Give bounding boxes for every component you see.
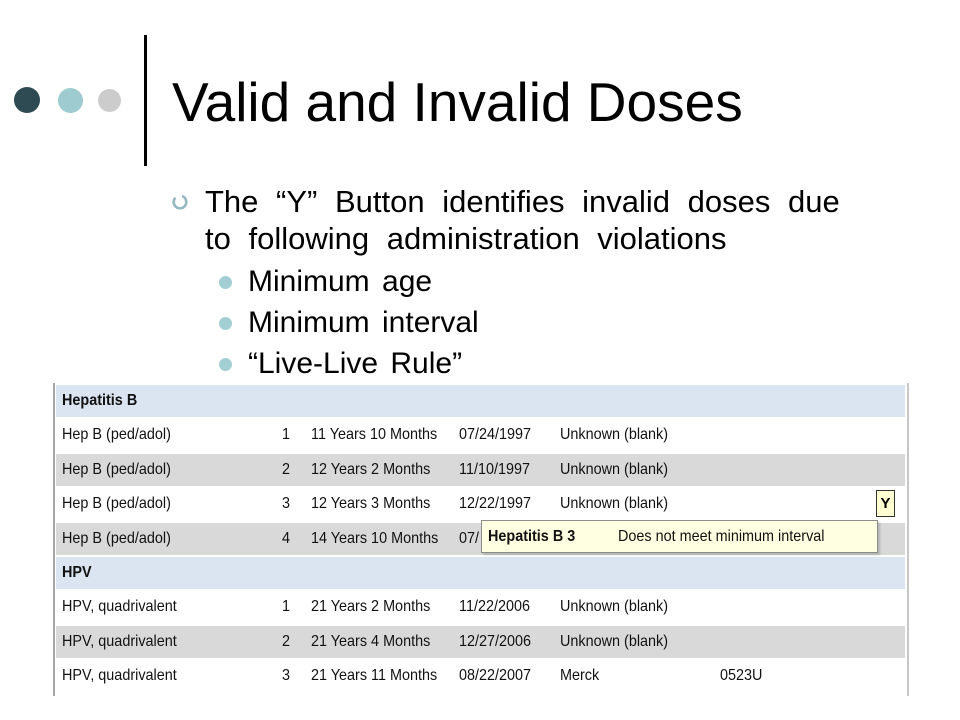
vaccine-cell: Hep B (ped/adol) bbox=[62, 426, 171, 443]
date-cell: 11/10/1997 bbox=[459, 461, 531, 478]
dose-number-cell: 1 bbox=[282, 426, 291, 443]
age-cell: 14 Years 10 Months bbox=[311, 530, 439, 547]
slide-title: Valid and Invalid Doses bbox=[172, 71, 743, 133]
vaccine-cell: Hep B (ped/adol) bbox=[62, 530, 171, 547]
dose-number-cell: 3 bbox=[282, 667, 291, 684]
dark-teal-dot-icon bbox=[14, 87, 40, 113]
age-cell: 21 Years 2 Months bbox=[311, 598, 431, 615]
age-cell: 21 Years 11 Months bbox=[311, 667, 438, 684]
dose-number-cell: 2 bbox=[282, 461, 291, 478]
sub-bullet-text: Minimum interval bbox=[248, 306, 479, 339]
table-row bbox=[56, 591, 905, 623]
main-bullet-line-2: to following administration violations bbox=[205, 221, 727, 256]
sub-bullet-text: Minimum age bbox=[248, 265, 433, 298]
screenshot-right-border bbox=[907, 383, 909, 696]
date-cell: 07/ bbox=[459, 530, 480, 547]
sub-bullet-item bbox=[219, 347, 519, 381]
sub-bullet-text: “Live-Live Rule” bbox=[248, 347, 463, 380]
table-row bbox=[56, 626, 905, 658]
manufacturer-cell: Unknown (blank) bbox=[560, 598, 669, 615]
invalid-dose-tooltip bbox=[481, 520, 878, 553]
immunization-table bbox=[56, 385, 905, 695]
sub-bullet-dot-icon bbox=[219, 358, 232, 371]
sub-bullet-dot-icon bbox=[219, 276, 232, 289]
title-divider-line bbox=[144, 35, 147, 166]
sub-bullet-item bbox=[219, 306, 519, 340]
immunization-history-screenshot bbox=[50, 383, 912, 696]
main-bullet-line-1: The “Y” Button identifies invalid doses due bbox=[205, 184, 840, 219]
date-cell: 12/27/2006 bbox=[459, 633, 532, 650]
sub-bullet-dot-icon bbox=[219, 317, 232, 330]
vaccine-cell: HPV, quadrivalent bbox=[62, 633, 177, 650]
lot-number-cell: 0523U bbox=[720, 667, 763, 684]
manufacturer-cell: Unknown (blank) bbox=[560, 633, 669, 650]
age-cell: 12 Years 2 Months bbox=[311, 461, 431, 478]
tooltip-title: Hepatitis B 3 bbox=[488, 528, 576, 545]
age-cell: 12 Years 3 Months bbox=[311, 495, 431, 512]
group-header-hepatitis-b bbox=[56, 385, 905, 417]
gray-dot-icon bbox=[98, 89, 121, 112]
vaccine-cell: Hep B (ped/adol) bbox=[62, 495, 171, 512]
dose-number-cell: 4 bbox=[282, 530, 291, 547]
group-header-label: Hepatitis B bbox=[62, 392, 138, 409]
tooltip-message: Does not meet minimum interval bbox=[618, 528, 825, 545]
vaccine-cell: HPV, quadrivalent bbox=[62, 667, 177, 684]
vaccine-cell: Hep B (ped/adol) bbox=[62, 461, 171, 478]
group-header-label: HPV bbox=[62, 564, 92, 581]
ring-bullet-icon bbox=[171, 193, 189, 211]
date-cell: 12/22/1997 bbox=[459, 495, 532, 512]
sub-bullet-item bbox=[219, 265, 519, 299]
dose-number-cell: 2 bbox=[282, 633, 291, 650]
manufacturer-cell: Unknown (blank) bbox=[560, 426, 669, 443]
date-cell: 07/24/1997 bbox=[459, 426, 532, 443]
table-row bbox=[56, 454, 905, 486]
table-row bbox=[56, 419, 905, 451]
dose-number-cell: 1 bbox=[282, 598, 291, 615]
manufacturer-cell: Merck bbox=[560, 667, 600, 684]
age-cell: 11 Years 10 Months bbox=[311, 426, 438, 443]
date-cell: 08/22/2007 bbox=[459, 667, 532, 684]
dose-number-cell: 3 bbox=[282, 495, 291, 512]
table-row bbox=[56, 660, 905, 692]
light-teal-dot-icon bbox=[58, 88, 83, 113]
invalid-dose-y-button[interactable]: Y bbox=[876, 490, 895, 517]
date-cell: 11/22/2006 bbox=[459, 598, 531, 615]
table-row bbox=[56, 488, 905, 520]
manufacturer-cell: Unknown (blank) bbox=[560, 495, 669, 512]
age-cell: 21 Years 4 Months bbox=[311, 633, 431, 650]
vaccine-cell: HPV, quadrivalent bbox=[62, 598, 177, 615]
manufacturer-cell: Unknown (blank) bbox=[560, 461, 669, 478]
group-header-hpv bbox=[56, 557, 905, 589]
screenshot-left-border bbox=[53, 383, 55, 696]
